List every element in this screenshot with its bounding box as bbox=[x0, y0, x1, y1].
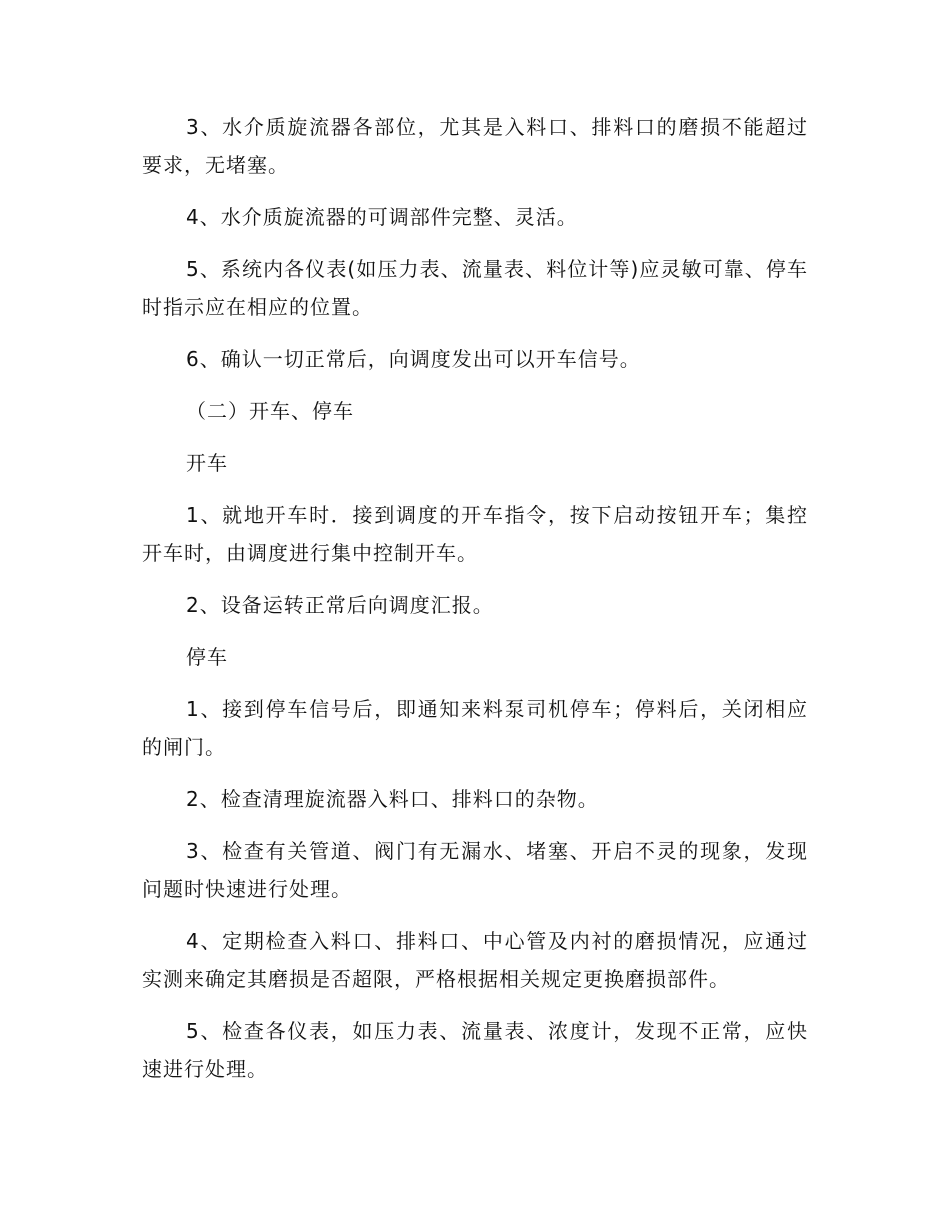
paragraph-stop-5: 5、检查各仪表，如压力表、流量表、浓度计，发现不正常，应快速进行处理。 bbox=[142, 1019, 808, 1081]
paragraph-start-2: 2、设备运转正常后向调度汇报。 bbox=[186, 593, 494, 617]
document-body bbox=[142, 108, 808, 1102]
paragraph-start-1: 1、就地开车时．接到调度的开车指令，按下启动按钮开车；集控开车时，由调度进行集中控制开车。 bbox=[142, 503, 808, 565]
paragraph-stop-4: 4、定期检查入料口、排料口、中心管及内衬的磨损情况，应通过实测来确定其磨损是否超限，严格根据相关规定更换磨损部件。 bbox=[142, 929, 808, 991]
subheading-stop: 停车 bbox=[186, 645, 228, 669]
subheading-start: 开车 bbox=[186, 451, 228, 475]
paragraph-stop-1: 1、接到停车信号后，即通知来料泵司机停车；停料后，关闭相应的闸门。 bbox=[142, 697, 808, 759]
paragraph-inspection-5: 5、系统内各仪表(如压力表、流量表、料位计等)应灵敏可靠、停车时指示应在相应的位置。 bbox=[142, 257, 808, 319]
paragraph-stop-3: 3、检查有关管道、阀门有无漏水、堵塞、开启不灵的现象，发现问题时快速进行处理。 bbox=[142, 839, 808, 901]
paragraph-inspection-4: 4、水介质旋流器的可调部件完整、灵活。 bbox=[186, 205, 578, 229]
paragraph-inspection-3: 3、水介质旋流器各部位，尤其是入料口、排料口的磨损不能超过要求，无堵塞。 bbox=[142, 115, 808, 177]
section-heading-start-stop: （二）开车、停车 bbox=[186, 399, 354, 423]
paragraph-inspection-6: 6、确认一切正常后，向调度发出可以开车信号。 bbox=[186, 347, 641, 371]
paragraph-stop-2: 2、检查清理旋流器入料口、排料口的杂物。 bbox=[186, 787, 599, 811]
